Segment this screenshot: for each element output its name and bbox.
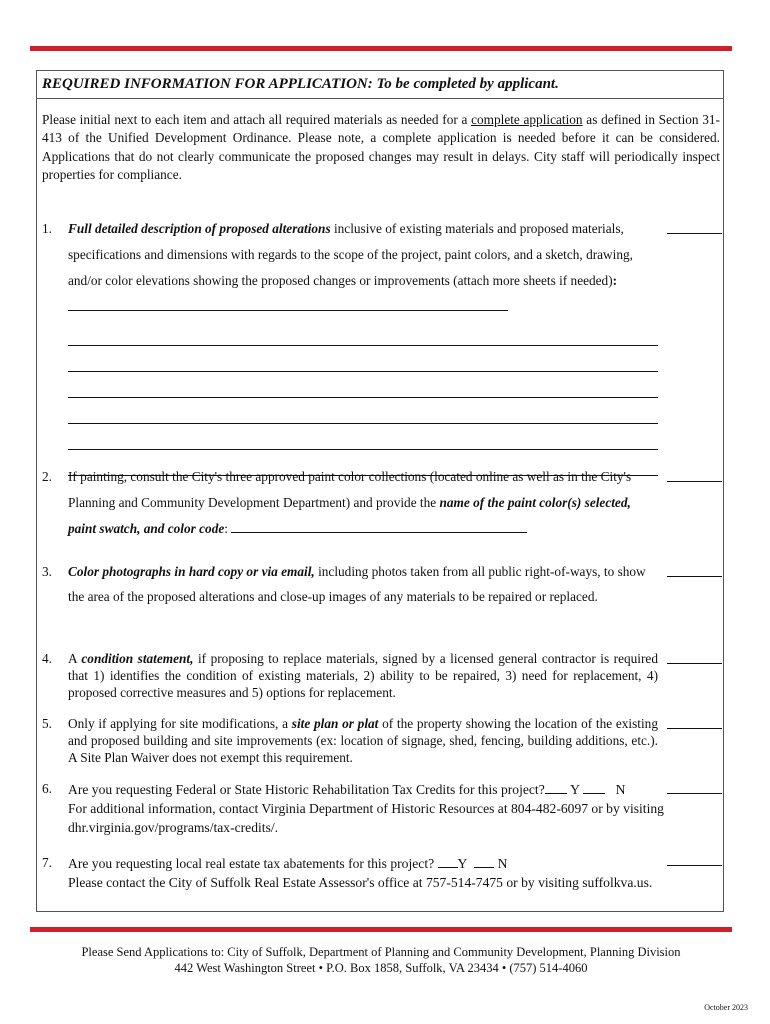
item-bold-text: site plan or plat bbox=[291, 716, 379, 731]
description-line-3[interactable] bbox=[68, 396, 658, 398]
federal-yes-field[interactable] bbox=[545, 793, 567, 794]
yes-label: Y bbox=[570, 782, 580, 797]
local-abatement-question: Are you requesting local real estate tax abatements for this project? bbox=[68, 856, 435, 871]
item-body bbox=[68, 650, 658, 701]
initial-field-6[interactable] bbox=[667, 781, 722, 794]
item-number: 1. bbox=[42, 221, 52, 236]
initial-field-3[interactable] bbox=[667, 564, 722, 577]
initial-field-7[interactable] bbox=[667, 853, 722, 866]
description-line-5[interactable] bbox=[68, 448, 658, 450]
item-number: 5. bbox=[42, 716, 52, 731]
item-body bbox=[68, 715, 658, 766]
item-3 bbox=[42, 564, 722, 634]
description-field[interactable] bbox=[68, 310, 508, 311]
initial-field-4[interactable] bbox=[667, 651, 722, 664]
item-2 bbox=[42, 469, 722, 539]
item-5 bbox=[42, 716, 722, 771]
section-title: REQUIRED INFORMATION FOR APPLICATION: To be completed by applicant. bbox=[37, 71, 723, 99]
intro-text: Please initial next to each item and attach all required materials as needed for a bbox=[42, 112, 472, 127]
item-bold-text: Color photographs in hard copy or via email, bbox=[68, 564, 315, 579]
item-bold-text: Full detailed description of proposed alterations bbox=[68, 221, 331, 236]
initial-field-1[interactable] bbox=[667, 221, 722, 234]
item-text: including photos taken from all public right-of-ways, to show the area of the proposed alterations and close-up images of any materials to be repaired or replaced. bbox=[68, 564, 646, 604]
item-text-pre: Only if applying for site modifications, a bbox=[68, 716, 292, 731]
item-text-pre: A bbox=[68, 651, 82, 666]
complete-application-link[interactable]: complete application bbox=[471, 112, 583, 127]
revision-date: October 2023 bbox=[704, 1003, 748, 1012]
federal-no-field[interactable] bbox=[583, 793, 605, 794]
item-bold-text: condition statement, bbox=[81, 651, 194, 666]
no-label: N bbox=[497, 856, 508, 871]
item-text: For additional information, contact Virginia Department of Historic Resources at 804-482-6097 or by visiting dhr.virginia.gov/programs/tax-credits/. bbox=[68, 801, 664, 835]
item-body bbox=[68, 464, 658, 542]
application-box bbox=[36, 70, 724, 912]
item-4 bbox=[42, 651, 722, 706]
item-6 bbox=[42, 781, 722, 841]
item-number: 3. bbox=[42, 564, 52, 579]
item-text: inclusive of existing materials and proposed materials, specifications and dimensions with regards to the scope of the project, paint colors, and a sketch, drawing, and/or color elevations showing the proposed changes or improvements (attach more sheets if needed) bbox=[68, 221, 633, 288]
local-yes-field[interactable] bbox=[438, 867, 458, 868]
item-body bbox=[68, 780, 678, 837]
description-line-2[interactable] bbox=[68, 370, 658, 372]
initial-field-2[interactable] bbox=[667, 469, 722, 482]
intro-text-rest: as defined in Section 31-413 of the Unified Development Ordinance. Please note, a complete application is needed before it can be considered. Applications that do not clearly communicate the proposed changes may result in delays. City staff will periodically inspect properties for compliance. bbox=[42, 112, 720, 183]
item-7 bbox=[42, 855, 722, 910]
item-body bbox=[68, 216, 658, 476]
description-line-1[interactable] bbox=[68, 344, 658, 346]
item-number: 6. bbox=[42, 781, 52, 796]
footer bbox=[30, 944, 732, 976]
item-colon: : bbox=[612, 273, 618, 288]
paint-color-field[interactable] bbox=[231, 532, 527, 533]
item-number: 7. bbox=[42, 855, 52, 870]
item-colon: : bbox=[224, 521, 228, 536]
item-text: Please contact the City of Suffolk Real Estate Assessor's office at 757-514-7475 or by visiting suffolkva.us. bbox=[68, 875, 653, 890]
item-body bbox=[68, 854, 668, 892]
top-red-bar bbox=[30, 46, 732, 51]
description-line-4[interactable] bbox=[68, 422, 658, 424]
item-bold-text: name of the paint color(s) selected, paint swatch, and color code bbox=[68, 495, 631, 536]
item-number: 4. bbox=[42, 651, 52, 666]
local-no-field[interactable] bbox=[474, 867, 494, 868]
item-text: if proposing to replace materials, signed by a licensed general contractor is required that 1) identifies the condition of existing materials, 2) ability to be repaired, 3) need for replacement, 4) proposed corrective measures and 5) options for replacement. bbox=[68, 651, 658, 700]
item-1 bbox=[42, 221, 722, 446]
yes-label: Y bbox=[457, 856, 468, 871]
footer-line-1: Please Send Applications to: City of Suffolk, Department of Planning and Community Development, Planning Division bbox=[81, 945, 681, 959]
initial-field-5[interactable] bbox=[667, 716, 722, 729]
item-number: 2. bbox=[42, 469, 52, 484]
item-text: of the property showing the location of the existing and proposed building and site improvements (ex: location of signage, shed, fencing, building additions, etc.). A Site Plan Waiver does not exempt this requirement. bbox=[68, 716, 658, 765]
item-body bbox=[68, 559, 658, 609]
federal-credits-question: Are you requesting Federal or State Historic Rehabilitation Tax Credits for this project? bbox=[68, 782, 545, 797]
intro-paragraph bbox=[42, 111, 720, 185]
item-text: If painting, consult the City's three approved paint color collections (located online as well as in the City's Planning and Community Development Department) and provide the bbox=[68, 469, 632, 510]
bottom-red-bar bbox=[30, 927, 732, 932]
no-label: N bbox=[615, 782, 626, 797]
footer-line-2: 442 West Washington Street • P.O. Box 1858, Suffolk, VA 23434 • (757) 514-4060 bbox=[174, 961, 588, 975]
